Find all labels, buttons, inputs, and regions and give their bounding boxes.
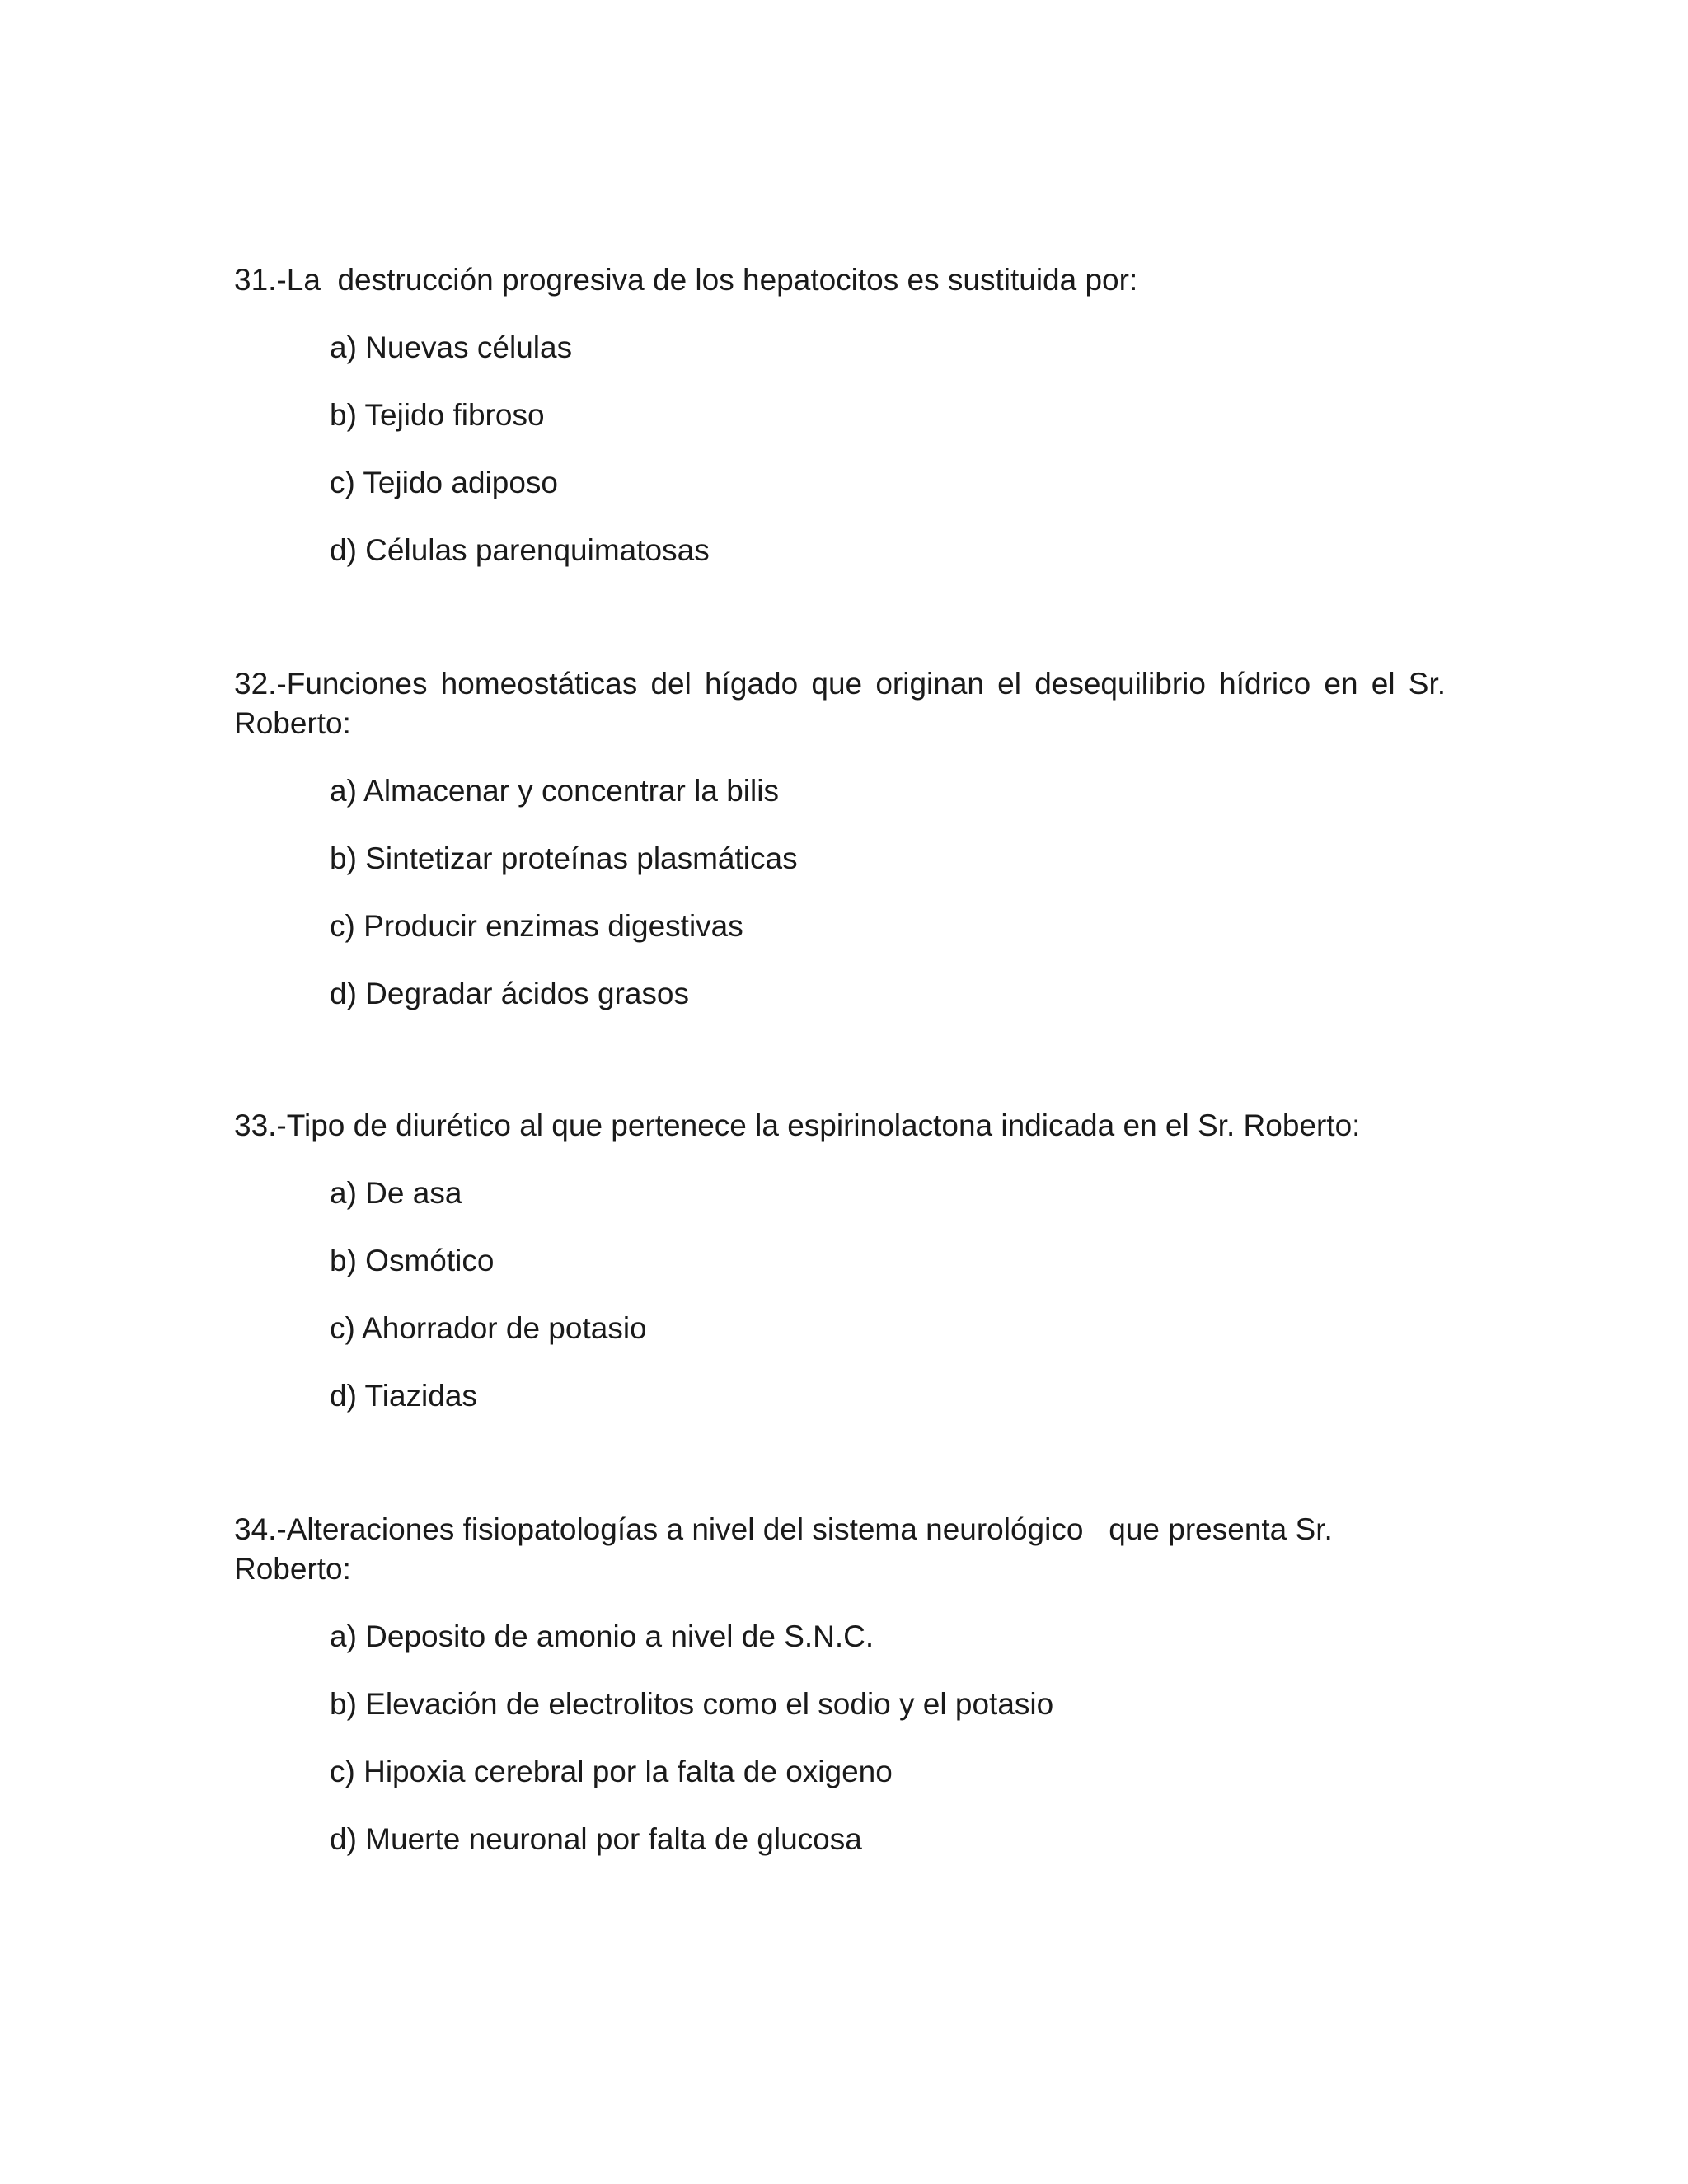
question-text: 33.-Tipo de diurético al que pertenece la espirinolactona indicada en el Sr. Roberto: (234, 1108, 1361, 1142)
answer-option-b: b) Tejido fibroso (330, 398, 545, 432)
answer-option-b: b) Elevación de electrolitos como el sodio y el potasio (330, 1687, 1054, 1721)
answer-option-a: a) Nuevas células (330, 330, 573, 364)
answer-option-b: b) Osmótico (330, 1244, 495, 1277)
answer-option-c: c) Hipoxia cerebral por la falta de oxigeno (330, 1755, 893, 1788)
answer-option-c: c) Tejido adiposo (330, 466, 558, 499)
question-32 (234, 664, 1455, 1014)
answer-option-d: d) Tiazidas (330, 1379, 477, 1413)
answer-option-a: a) Almacenar y concentrar la bilis (330, 774, 779, 808)
answer-option-d: d) Muerte neuronal por falta de glucosa (330, 1822, 862, 1856)
question-text: 31.-La destrucción progresiva de los hepatocitos es sustituida por: (234, 263, 1138, 297)
answer-options (234, 771, 1446, 1014)
answer-option-d: d) Degradar ácidos grasos (330, 977, 689, 1010)
question-33 (234, 1106, 1446, 1416)
question-text: 34.-Alteraciones fisiopatologías a nivel del sistema neurológico que presenta Sr. Roberto: (234, 1512, 1333, 1586)
answer-option-d: d) Células parenquimatosas (330, 533, 710, 567)
answer-option-b: b) Sintetizar proteínas plasmáticas (330, 841, 798, 875)
answer-options (234, 1174, 1446, 1416)
answer-option-c: c) Ahorrador de potasio (330, 1311, 647, 1345)
answer-options (234, 1617, 1446, 1859)
answer-options (234, 328, 1446, 570)
answer-option-c: c) Producir enzimas digestivas (330, 909, 743, 943)
question-text: 32.-Funciones homeostáticas del hígado que originan el desequilibrio hídrico en el Sr. Roberto: (234, 667, 1455, 740)
answer-option-a: a) Deposito de amonio a nivel de S.N.C. (330, 1619, 874, 1653)
question-31 (234, 260, 1446, 570)
question-34 (234, 1510, 1446, 1859)
answer-option-a: a) De asa (330, 1176, 462, 1210)
